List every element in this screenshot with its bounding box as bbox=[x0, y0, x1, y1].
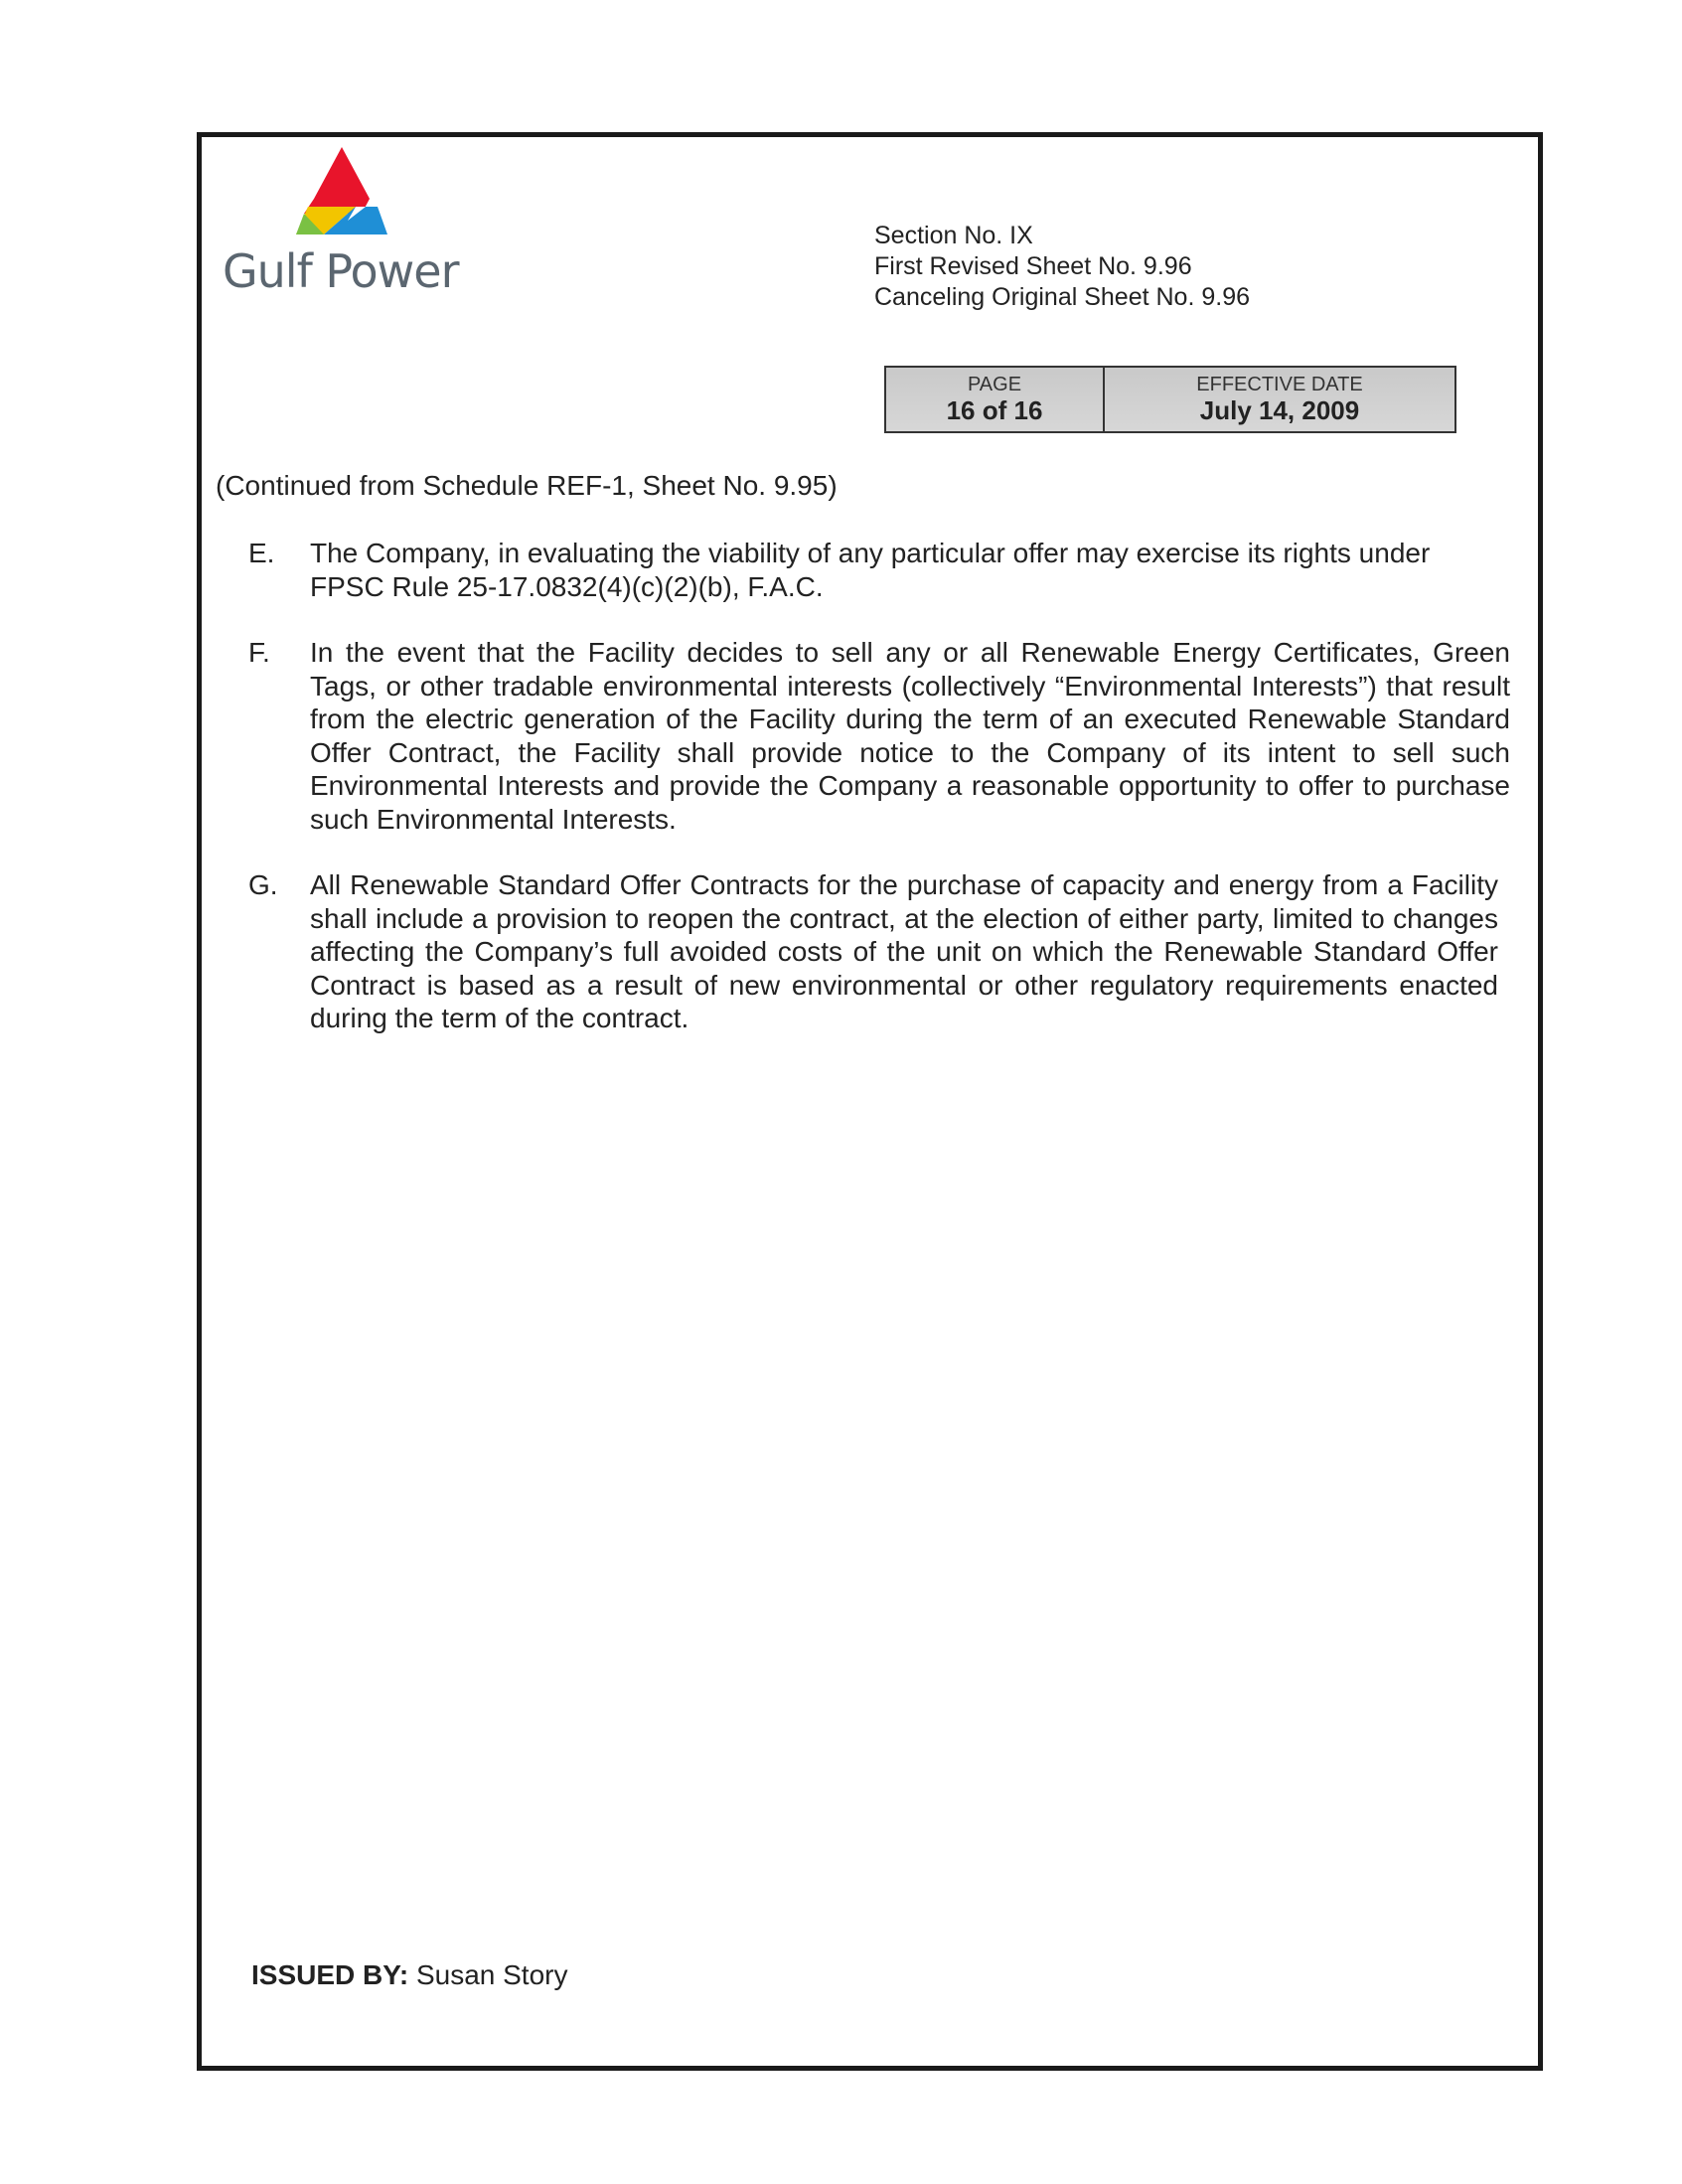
section-info bbox=[874, 221, 1250, 313]
section-number: Section No. IX bbox=[874, 222, 1033, 249]
issued-by-name: Susan Story bbox=[415, 1959, 568, 1990]
item-letter: F. bbox=[248, 637, 270, 668]
page-value: 16 of 16 bbox=[946, 395, 1043, 425]
item-letter: G. bbox=[248, 869, 278, 900]
logo-text: Gulf Power bbox=[223, 244, 459, 298]
canceling-sheet: Canceling Original Sheet No. 9.96 bbox=[874, 283, 1251, 311]
page-info-table bbox=[884, 366, 1456, 433]
item-text: All Renewable Standard Offer Contracts for the purchase of capacity and energy from a Facility shall include a provision to reopen the contract, at the election of either party, limited to changes affecting the Company’s full avoided costs of the unit on which the Renewable Standard Offer Contract is based as a result of new environmental or other regulatory requirements enacted during the term of the contract. bbox=[310, 869, 1498, 1033]
effective-date-cell bbox=[1105, 368, 1454, 431]
item-letter: E. bbox=[248, 538, 275, 568]
item-text: The Company, in evaluating the viability of any particular offer may exercise its rights under FPSC Rule 25-17.0832(4)(c)(2)(b), F.A.C. bbox=[310, 538, 1431, 602]
gulf-power-logo bbox=[223, 147, 461, 306]
continued-note: (Continued from Schedule REF-1, Sheet No. 9.95) bbox=[216, 470, 838, 501]
revised-sheet: First Revised Sheet No. 9.96 bbox=[874, 252, 1192, 280]
effective-date-label: EFFECTIVE DATE bbox=[1196, 374, 1363, 395]
page-label: PAGE bbox=[967, 374, 1022, 395]
triangle-logo-icon bbox=[296, 147, 387, 234]
effective-date-value: July 14, 2009 bbox=[1199, 395, 1360, 425]
page-cell bbox=[886, 368, 1105, 431]
item-text: In the event that the Facility decides to sell any or all Renewable Energy Certificates, Green Tags, or other tradable environmental interests (collectively “Environmental Interests”) that result from the electric generation of the Facility during the term of an executed Renewable Standard Offer Contract, the Facility shall provide notice to the Company of its intent to sell such Environmental Interests and provide the Company a reasonable opportunity to offer to purchase such Environmental Interests. bbox=[310, 637, 1510, 835]
issued-by-label: ISSUED BY: bbox=[251, 1959, 409, 1990]
issued-by bbox=[251, 1959, 567, 1991]
